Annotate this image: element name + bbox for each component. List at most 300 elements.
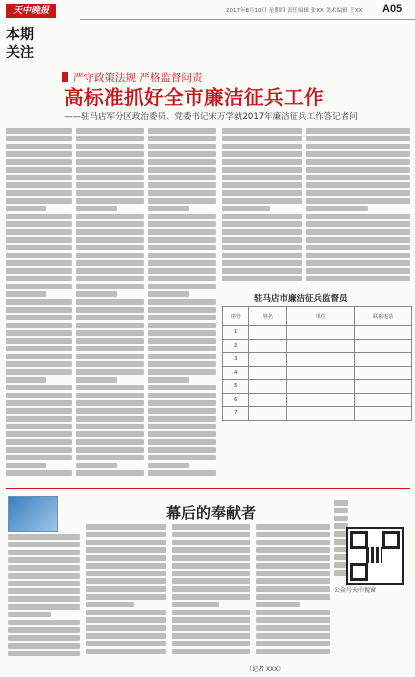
table-row — [223, 393, 412, 407]
text-line — [76, 424, 144, 430]
text-line — [8, 557, 80, 563]
text-line — [148, 385, 216, 391]
cell-no: 5 — [223, 380, 249, 394]
text-line — [6, 291, 46, 297]
text-line — [8, 573, 80, 579]
text-line — [76, 159, 144, 165]
text-line — [6, 206, 46, 212]
text-line — [76, 369, 144, 375]
text-line — [6, 338, 72, 344]
text-line — [86, 532, 166, 538]
text-line — [148, 229, 216, 235]
article-subhead: ——驻马店军分区政治委员、党委书记宋万学就2017年廉洁征兵工作答记者问 — [64, 112, 358, 122]
text-line — [172, 532, 250, 538]
cell-no: 6 — [223, 393, 249, 407]
text-line — [8, 550, 80, 556]
text-line — [306, 136, 410, 142]
text-line — [6, 400, 72, 406]
text-line — [256, 641, 330, 647]
text-line — [6, 431, 72, 437]
text-line — [148, 361, 216, 367]
text-line — [148, 346, 216, 352]
cell-phone — [355, 339, 412, 353]
feature-byline: （记者 XXX） — [246, 666, 285, 673]
text-line — [76, 393, 144, 399]
text-line — [306, 151, 410, 157]
feature-body-column-2 — [86, 524, 166, 662]
text-line — [148, 198, 216, 204]
text-line — [6, 346, 72, 352]
supervisor-table — [222, 306, 412, 421]
text-line — [148, 268, 216, 274]
text-line — [6, 276, 72, 282]
cell-name — [249, 380, 287, 394]
cell-unit — [287, 366, 355, 380]
text-line — [222, 245, 302, 251]
text-line — [148, 463, 189, 469]
cell-phone — [355, 366, 412, 380]
text-line — [172, 602, 219, 608]
text-line — [6, 330, 72, 336]
text-line — [6, 151, 72, 157]
text-line — [76, 175, 144, 181]
text-line — [6, 361, 72, 367]
article-body-column-3 — [148, 128, 216, 484]
text-line — [76, 330, 144, 336]
article-body-column-4 — [222, 128, 302, 288]
text-line — [148, 323, 216, 329]
text-line — [222, 128, 302, 134]
text-line — [76, 260, 144, 266]
text-line — [256, 602, 300, 608]
cell-unit — [287, 326, 355, 340]
text-line — [222, 253, 302, 259]
text-line — [148, 470, 216, 476]
text-line — [76, 470, 144, 476]
text-line — [76, 315, 144, 321]
cell-name — [249, 407, 287, 421]
text-line — [76, 307, 144, 313]
text-line — [256, 547, 330, 553]
cell-name — [249, 393, 287, 407]
text-line — [334, 500, 348, 506]
text-line — [306, 175, 410, 181]
text-line — [76, 221, 144, 227]
text-line — [76, 214, 144, 220]
text-line — [8, 596, 80, 602]
text-line — [334, 516, 348, 522]
text-line — [306, 268, 410, 274]
text-line — [86, 586, 166, 592]
text-line — [148, 431, 216, 437]
text-line — [222, 221, 302, 227]
text-line — [148, 439, 216, 445]
text-line — [8, 651, 80, 657]
text-line — [6, 167, 72, 173]
table-row — [223, 366, 412, 380]
text-line — [6, 470, 72, 476]
text-line — [148, 400, 216, 406]
text-line — [8, 565, 80, 571]
text-line — [306, 214, 410, 220]
cell-no: 3 — [223, 353, 249, 367]
feature-title: 幕后的奉献者 — [166, 504, 257, 522]
text-line — [76, 136, 144, 142]
qr-code-icon — [346, 527, 404, 585]
column-tag — [6, 26, 50, 62]
header-rule — [80, 19, 415, 20]
text-line — [8, 627, 80, 633]
text-line — [8, 604, 80, 610]
text-line — [306, 245, 410, 251]
text-line — [148, 276, 216, 282]
text-line — [6, 268, 72, 274]
text-line — [222, 136, 302, 142]
text-line — [86, 602, 134, 608]
text-line — [76, 182, 144, 188]
cell-name — [249, 353, 287, 367]
cell-phone — [355, 407, 412, 421]
text-line — [172, 633, 250, 639]
text-line — [86, 578, 166, 584]
text-line — [6, 253, 72, 259]
text-line — [76, 408, 144, 414]
cell-no: 7 — [223, 407, 249, 421]
text-line — [222, 276, 302, 282]
header-no: 序号 — [223, 307, 249, 326]
text-line — [306, 276, 410, 282]
text-line — [6, 237, 72, 243]
text-line — [76, 338, 144, 344]
text-line — [172, 555, 250, 561]
header-phone: 联系电话 — [355, 307, 412, 326]
text-line — [86, 610, 166, 616]
text-line — [76, 323, 144, 329]
text-line — [148, 354, 216, 360]
text-line — [256, 571, 330, 577]
text-line — [148, 136, 216, 142]
text-line — [6, 198, 72, 204]
text-line — [148, 416, 216, 422]
text-line — [86, 547, 166, 553]
text-line — [306, 206, 368, 212]
text-line — [148, 175, 216, 181]
cell-unit — [287, 339, 355, 353]
text-line — [6, 214, 72, 220]
cell-unit — [287, 407, 355, 421]
text-line — [222, 268, 302, 274]
text-line — [172, 641, 250, 647]
text-line — [6, 221, 72, 227]
text-line — [222, 144, 302, 150]
text-line — [256, 532, 330, 538]
text-line — [148, 159, 216, 165]
table-title: 驻马店市廉洁征兵监督员 — [254, 294, 348, 304]
text-line — [306, 182, 410, 188]
feature-body-column-4 — [256, 524, 330, 662]
text-line — [222, 151, 302, 157]
text-line — [8, 643, 80, 649]
text-line — [306, 260, 410, 266]
text-line — [76, 284, 144, 290]
cell-name — [249, 326, 287, 340]
text-line — [222, 237, 302, 243]
newspaper-logo: 天中晚报 — [6, 4, 56, 18]
text-line — [6, 408, 72, 414]
cell-name — [249, 339, 287, 353]
cell-no: 2 — [223, 339, 249, 353]
table-row — [223, 380, 412, 394]
text-line — [256, 586, 330, 592]
text-line — [6, 307, 72, 313]
text-line — [148, 424, 216, 430]
text-line — [6, 369, 72, 375]
text-line — [306, 198, 410, 204]
text-line — [76, 291, 117, 297]
text-line — [6, 424, 72, 430]
text-line — [86, 649, 166, 655]
table-row — [223, 326, 412, 340]
text-line — [148, 284, 216, 290]
text-line — [148, 214, 216, 220]
text-line — [76, 377, 117, 383]
text-line — [6, 144, 72, 150]
text-line — [6, 229, 72, 235]
text-line — [148, 151, 216, 157]
text-line — [306, 128, 410, 134]
text-line — [76, 151, 144, 157]
table-row — [223, 407, 412, 421]
header-unit: 单位 — [287, 307, 355, 326]
text-line — [172, 571, 250, 577]
text-line — [76, 439, 144, 445]
article-body-column-1 — [6, 128, 72, 484]
text-line — [6, 190, 72, 196]
text-line — [306, 159, 410, 165]
cell-unit — [287, 353, 355, 367]
text-line — [306, 221, 410, 227]
text-line — [86, 625, 166, 631]
column-tag-line2: 关注 — [6, 45, 34, 61]
text-line — [256, 540, 330, 546]
text-line — [256, 578, 330, 584]
text-line — [148, 237, 216, 243]
text-line — [6, 455, 72, 461]
text-line — [222, 159, 302, 165]
text-line — [222, 206, 270, 212]
text-line — [8, 588, 80, 594]
qr-caption: 公众号天中视窗 — [334, 587, 377, 594]
text-line — [8, 581, 80, 587]
page-number: A05 — [382, 3, 403, 15]
cell-no: 1 — [223, 326, 249, 340]
text-line — [76, 268, 144, 274]
text-line — [6, 175, 72, 181]
text-line — [6, 416, 72, 422]
text-line — [6, 245, 72, 251]
text-line — [256, 633, 330, 639]
text-line — [6, 439, 72, 445]
text-line — [76, 385, 144, 391]
text-line — [256, 617, 330, 623]
article-headline: 高标准抓好全市廉洁征兵工作 — [64, 86, 325, 109]
text-line — [6, 284, 72, 290]
text-line — [148, 167, 216, 173]
cell-unit — [287, 393, 355, 407]
text-line — [148, 128, 216, 134]
text-line — [76, 299, 144, 305]
cell-name — [249, 366, 287, 380]
text-line — [172, 625, 250, 631]
text-line — [306, 190, 410, 196]
text-line — [148, 455, 216, 461]
text-line — [76, 354, 144, 360]
article-body-column-5 — [306, 128, 410, 288]
text-line — [76, 346, 144, 352]
text-line — [76, 447, 144, 453]
text-line — [222, 190, 302, 196]
text-line — [256, 524, 330, 530]
text-line — [222, 260, 302, 266]
text-line — [8, 534, 80, 540]
text-line — [6, 385, 72, 391]
text-line — [6, 463, 46, 469]
feature-body-column-1 — [8, 534, 80, 662]
text-line — [148, 330, 216, 336]
text-line — [76, 190, 144, 196]
text-line — [148, 369, 216, 375]
text-line — [172, 524, 250, 530]
text-line — [8, 635, 80, 641]
text-line — [86, 617, 166, 623]
text-line — [172, 578, 250, 584]
text-line — [148, 206, 189, 212]
text-line — [222, 229, 302, 235]
article-kicker: 严守政策法规 严格监督问责 — [73, 72, 203, 84]
text-line — [306, 237, 410, 243]
text-line — [6, 260, 72, 266]
table-header-row — [223, 307, 412, 326]
text-line — [148, 315, 216, 321]
text-line — [86, 555, 166, 561]
text-line — [172, 540, 250, 546]
text-line — [148, 393, 216, 399]
text-line — [86, 641, 166, 647]
text-line — [6, 299, 72, 305]
text-line — [6, 354, 72, 360]
text-line — [76, 206, 117, 212]
text-line — [306, 167, 410, 173]
text-line — [222, 182, 302, 188]
text-line — [256, 625, 330, 631]
text-line — [222, 167, 302, 173]
text-line — [76, 245, 144, 251]
text-line — [8, 612, 51, 618]
cell-unit — [287, 380, 355, 394]
text-line — [76, 400, 144, 406]
text-line — [6, 323, 72, 329]
text-line — [86, 540, 166, 546]
text-line — [222, 175, 302, 181]
cell-phone — [355, 380, 412, 394]
text-line — [76, 237, 144, 243]
header-name: 姓名 — [249, 307, 287, 326]
text-line — [148, 245, 216, 251]
cell-phone — [355, 393, 412, 407]
text-line — [6, 393, 72, 399]
text-line — [148, 190, 216, 196]
text-line — [6, 159, 72, 165]
cell-phone — [355, 353, 412, 367]
text-line — [76, 253, 144, 259]
text-line — [306, 229, 410, 235]
text-line — [148, 291, 189, 297]
text-line — [172, 547, 250, 553]
table-row — [223, 353, 412, 367]
text-line — [256, 610, 330, 616]
text-line — [76, 455, 144, 461]
text-line — [76, 144, 144, 150]
text-line — [222, 214, 302, 220]
text-line — [306, 144, 410, 150]
text-line — [76, 229, 144, 235]
text-line — [256, 594, 330, 600]
text-line — [86, 633, 166, 639]
text-line — [76, 167, 144, 173]
dateline: 2017年8月10日 星期四 责任编辑 张XX 美术编辑 王XX — [226, 8, 363, 14]
text-line — [172, 594, 250, 600]
table-row — [223, 339, 412, 353]
text-line — [148, 408, 216, 414]
text-line — [6, 128, 72, 134]
text-line — [306, 253, 410, 259]
text-line — [86, 571, 166, 577]
text-line — [6, 182, 72, 188]
text-line — [8, 542, 80, 548]
text-line — [148, 338, 216, 344]
text-line — [256, 555, 330, 561]
text-line — [6, 377, 46, 383]
column-tag-line1: 本期 — [6, 27, 34, 43]
masthead — [0, 0, 415, 62]
text-line — [86, 594, 166, 600]
text-line — [172, 649, 250, 655]
text-line — [148, 377, 189, 383]
text-line — [148, 144, 216, 150]
text-line — [76, 463, 117, 469]
text-line — [172, 610, 250, 616]
article-body-column-2 — [76, 128, 144, 484]
text-line — [6, 447, 72, 453]
text-line — [8, 620, 80, 626]
text-line — [86, 524, 166, 530]
text-line — [6, 315, 72, 321]
text-line — [172, 586, 250, 592]
kicker-marker — [62, 72, 68, 82]
text-line — [76, 416, 144, 422]
text-line — [76, 276, 144, 282]
cell-phone — [355, 326, 412, 340]
text-line — [76, 431, 144, 437]
text-line — [6, 136, 72, 142]
text-line — [222, 198, 302, 204]
text-line — [76, 128, 144, 134]
feature-thumbnail-image — [8, 496, 58, 532]
text-line — [76, 361, 144, 367]
text-line — [256, 649, 330, 655]
text-line — [148, 182, 216, 188]
cell-no: 4 — [223, 366, 249, 380]
